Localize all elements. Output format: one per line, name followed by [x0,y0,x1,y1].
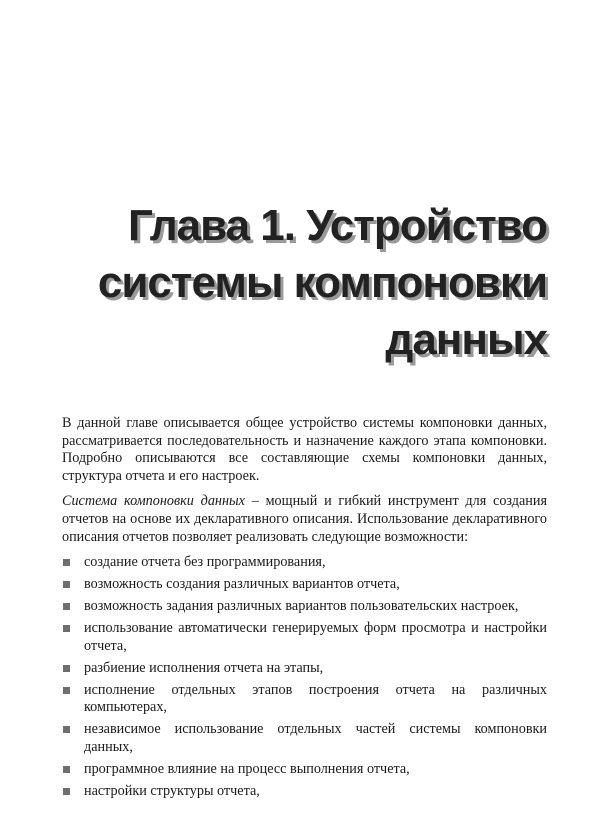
list-item-text: независимое использование отдельных частей системы компоновки данных, [84,721,547,755]
list-item [62,783,547,801]
list-item-text: настройки структуры отчета, [84,782,260,799]
square-bullet-icon [63,559,70,566]
intro-paragraph: В данной главе описывается общее устройство системы компоновки данных, рассматривается последовательность и назначение каждого этапа компоновки. Подробно описываются все составляющие схемы компоновки данных, структура отчета и его настроек. [62,415,547,484]
definition-term: Система компоновки данных [62,493,245,510]
square-bullet-icon [63,665,70,672]
list-item-text: использование автоматически генерируемых форм просмотра и настройки отчета, [84,620,547,654]
list-item [62,554,547,572]
list-item-text: создание отчета без программирования, [84,554,326,571]
list-item-text: исполнение отдельных этапов построения отчета на различных компьютерах, [84,681,547,716]
square-bullet-icon [63,766,70,773]
list-item [62,598,547,616]
list-item-text: возможность задания различных вариантов пользовательских настроек, [84,598,519,615]
features-list [62,554,547,800]
list-item-text: программное влияние на процесс выполнения отчета, [84,760,410,777]
square-bullet-icon [63,726,70,733]
list-item-text: возможность создания различных вариантов отчета, [84,576,400,593]
list-item [62,721,547,756]
list-item [62,682,547,717]
square-bullet-icon [63,788,70,795]
chapter-title-line: системы компоновки [97,258,547,308]
chapter-body [62,415,547,805]
square-bullet-icon [63,581,70,588]
square-bullet-icon [63,687,70,694]
square-bullet-icon [63,625,70,632]
square-bullet-icon [63,603,70,610]
chapter-title [87,197,547,368]
definition-paragraph [62,493,547,546]
list-item [62,660,547,678]
list-item [62,761,547,779]
definition-text: – мощный и гибкий инструмент для создания отчетов на основе их декларативного описания. Использование декларативного описания отчетов позволяет реализовать следующие возможности: [62,493,547,545]
list-item [62,576,547,594]
list-item [62,620,547,655]
chapter-title-line: Глава 1. Устройство [127,201,547,251]
chapter-title-line: данных [385,315,547,365]
list-item-text: разбиение исполнения отчета на этапы, [84,659,324,676]
